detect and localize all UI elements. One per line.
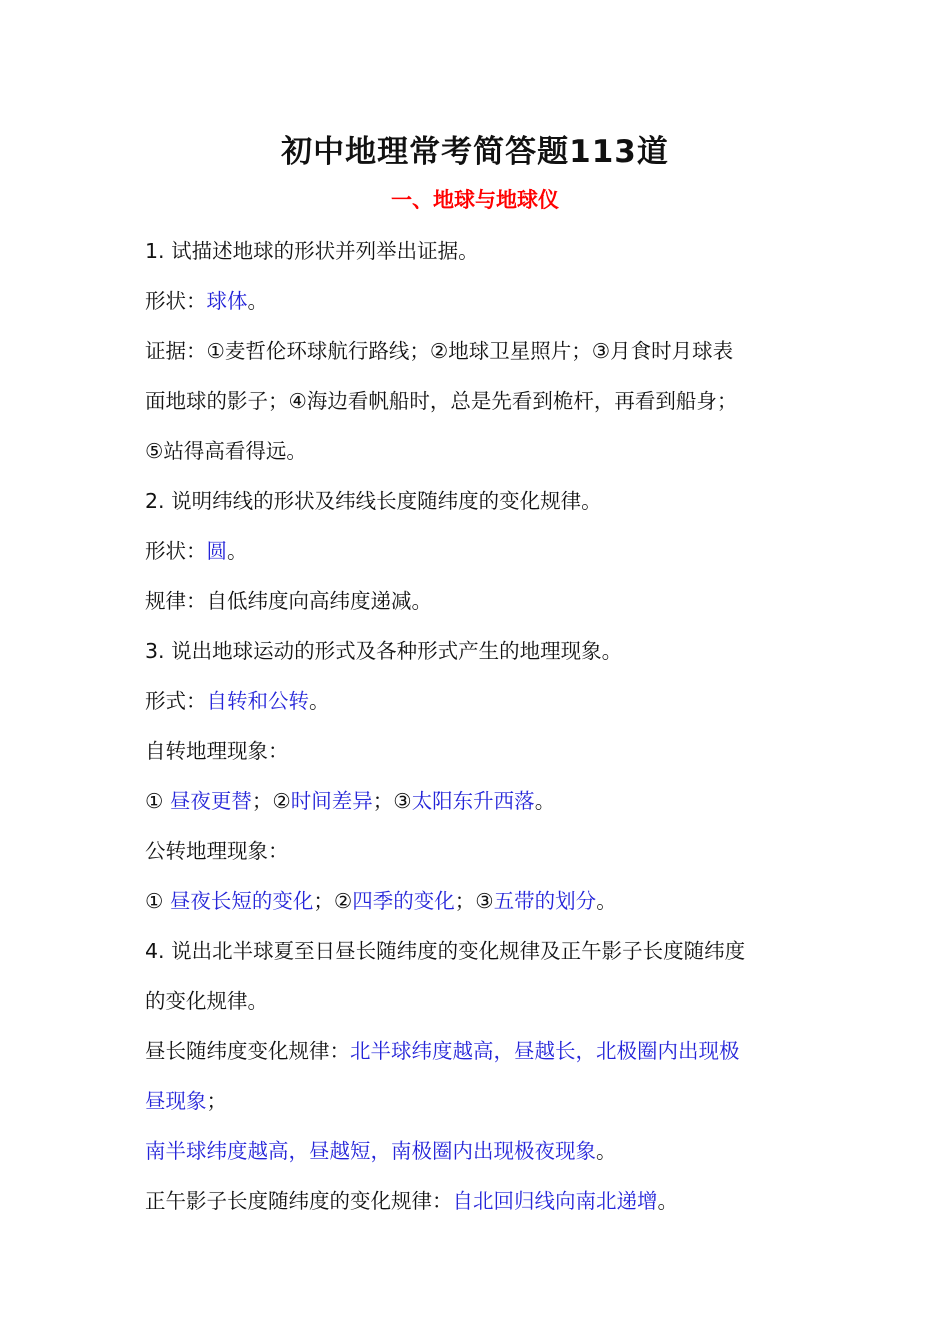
body-text: ；: [206, 1089, 227, 1113]
body-text: 昼长随纬度变化规律：: [145, 1039, 350, 1063]
text-line: [145, 882, 825, 932]
text-line: [145, 682, 825, 732]
text-line: [145, 632, 825, 682]
text-line: [145, 1032, 825, 1082]
text-line: [145, 282, 825, 332]
body-text: 。: [596, 889, 617, 913]
text-line: [145, 582, 825, 632]
text-line: [145, 482, 825, 532]
answer-text: 球体: [206, 289, 248, 313]
text-line: [145, 1132, 825, 1182]
body-text: 2. 说明纬线的形状及纬线长度随纬度的变化规律。: [145, 489, 602, 513]
body-text: 证据：①麦哲伦环球航行路线；②地球卫星照片；③月食时月球表: [145, 339, 734, 363]
answer-text: 南半球纬度越高，昼越短，南极圈内出现极夜现象: [145, 1139, 596, 1163]
text-line: [145, 932, 825, 982]
body-text: 面地球的影子；④海边看帆船时，总是先看到桅杆，再看到船身；: [145, 389, 738, 413]
body-text: 。: [247, 289, 268, 313]
text-line: [145, 232, 825, 282]
body-text: ；②: [313, 889, 353, 913]
body-text: 3. 说出地球运动的形式及各种形式产生的地理现象。: [145, 639, 623, 663]
body-text: 1. 试描述地球的形状并列举出证据。: [145, 239, 479, 263]
body-text: ；②: [251, 789, 291, 813]
answer-text: 自转和公转: [206, 689, 309, 713]
body-text: 。: [227, 539, 248, 563]
body-text: 正午影子长度随纬度的变化规律：: [145, 1189, 453, 1213]
answer-text: 昼夜更替: [169, 789, 252, 813]
body-text: 形状：: [145, 289, 207, 313]
text-line: [145, 782, 825, 832]
body-text: 规律：自低纬度向高纬度递减。: [145, 589, 432, 613]
document-title: 初中地理常考简答题113道: [281, 134, 669, 170]
body-text: ①: [145, 889, 170, 913]
body-text: 。: [534, 789, 556, 813]
text-line: [145, 382, 825, 432]
text-line: [145, 1182, 825, 1232]
answer-text: 时间差异: [290, 789, 373, 813]
answer-text: 太阳东升西落: [411, 789, 535, 813]
content-lines: [145, 232, 825, 1232]
body-text: ①: [145, 789, 170, 813]
body-text: 形式：: [145, 689, 207, 713]
answer-text: 圆: [206, 539, 227, 563]
answer-text: 自北回归线向南北递增: [452, 1189, 658, 1213]
text-line: [145, 982, 825, 1032]
answer-text: 昼夜长短的变化: [169, 889, 314, 913]
text-line: [145, 332, 825, 382]
body-text: ⑤站得高看得远。: [145, 439, 307, 463]
body-text: 。: [657, 1189, 678, 1213]
text-line: [145, 432, 825, 482]
body-text: 。: [309, 689, 330, 713]
section-heading: 一、地球与地球仪: [391, 188, 559, 212]
body-text: ；③: [372, 789, 412, 813]
body-text: 自转地理现象：: [145, 739, 289, 763]
body-text: ；③: [454, 889, 494, 913]
body-text: 形状：: [145, 539, 207, 563]
body-text: 公转地理现象：: [145, 839, 289, 863]
answer-text: 北半球纬度越高，昼越长，北极圈内出现极: [350, 1039, 740, 1063]
body-text: 4. 说出北半球夏至日昼长随纬度的变化规律及正午影子长度随纬度: [145, 939, 746, 963]
body-text: 的变化规律。: [145, 989, 268, 1013]
text-line: [145, 732, 825, 782]
text-line: [145, 832, 825, 882]
text-line: [145, 1082, 825, 1132]
answer-text: 五带的划分: [493, 889, 597, 913]
body-text: 。: [596, 1139, 617, 1163]
answer-text: 四季的变化: [352, 889, 455, 913]
answer-text: 昼现象: [145, 1089, 207, 1113]
text-line: [145, 532, 825, 582]
